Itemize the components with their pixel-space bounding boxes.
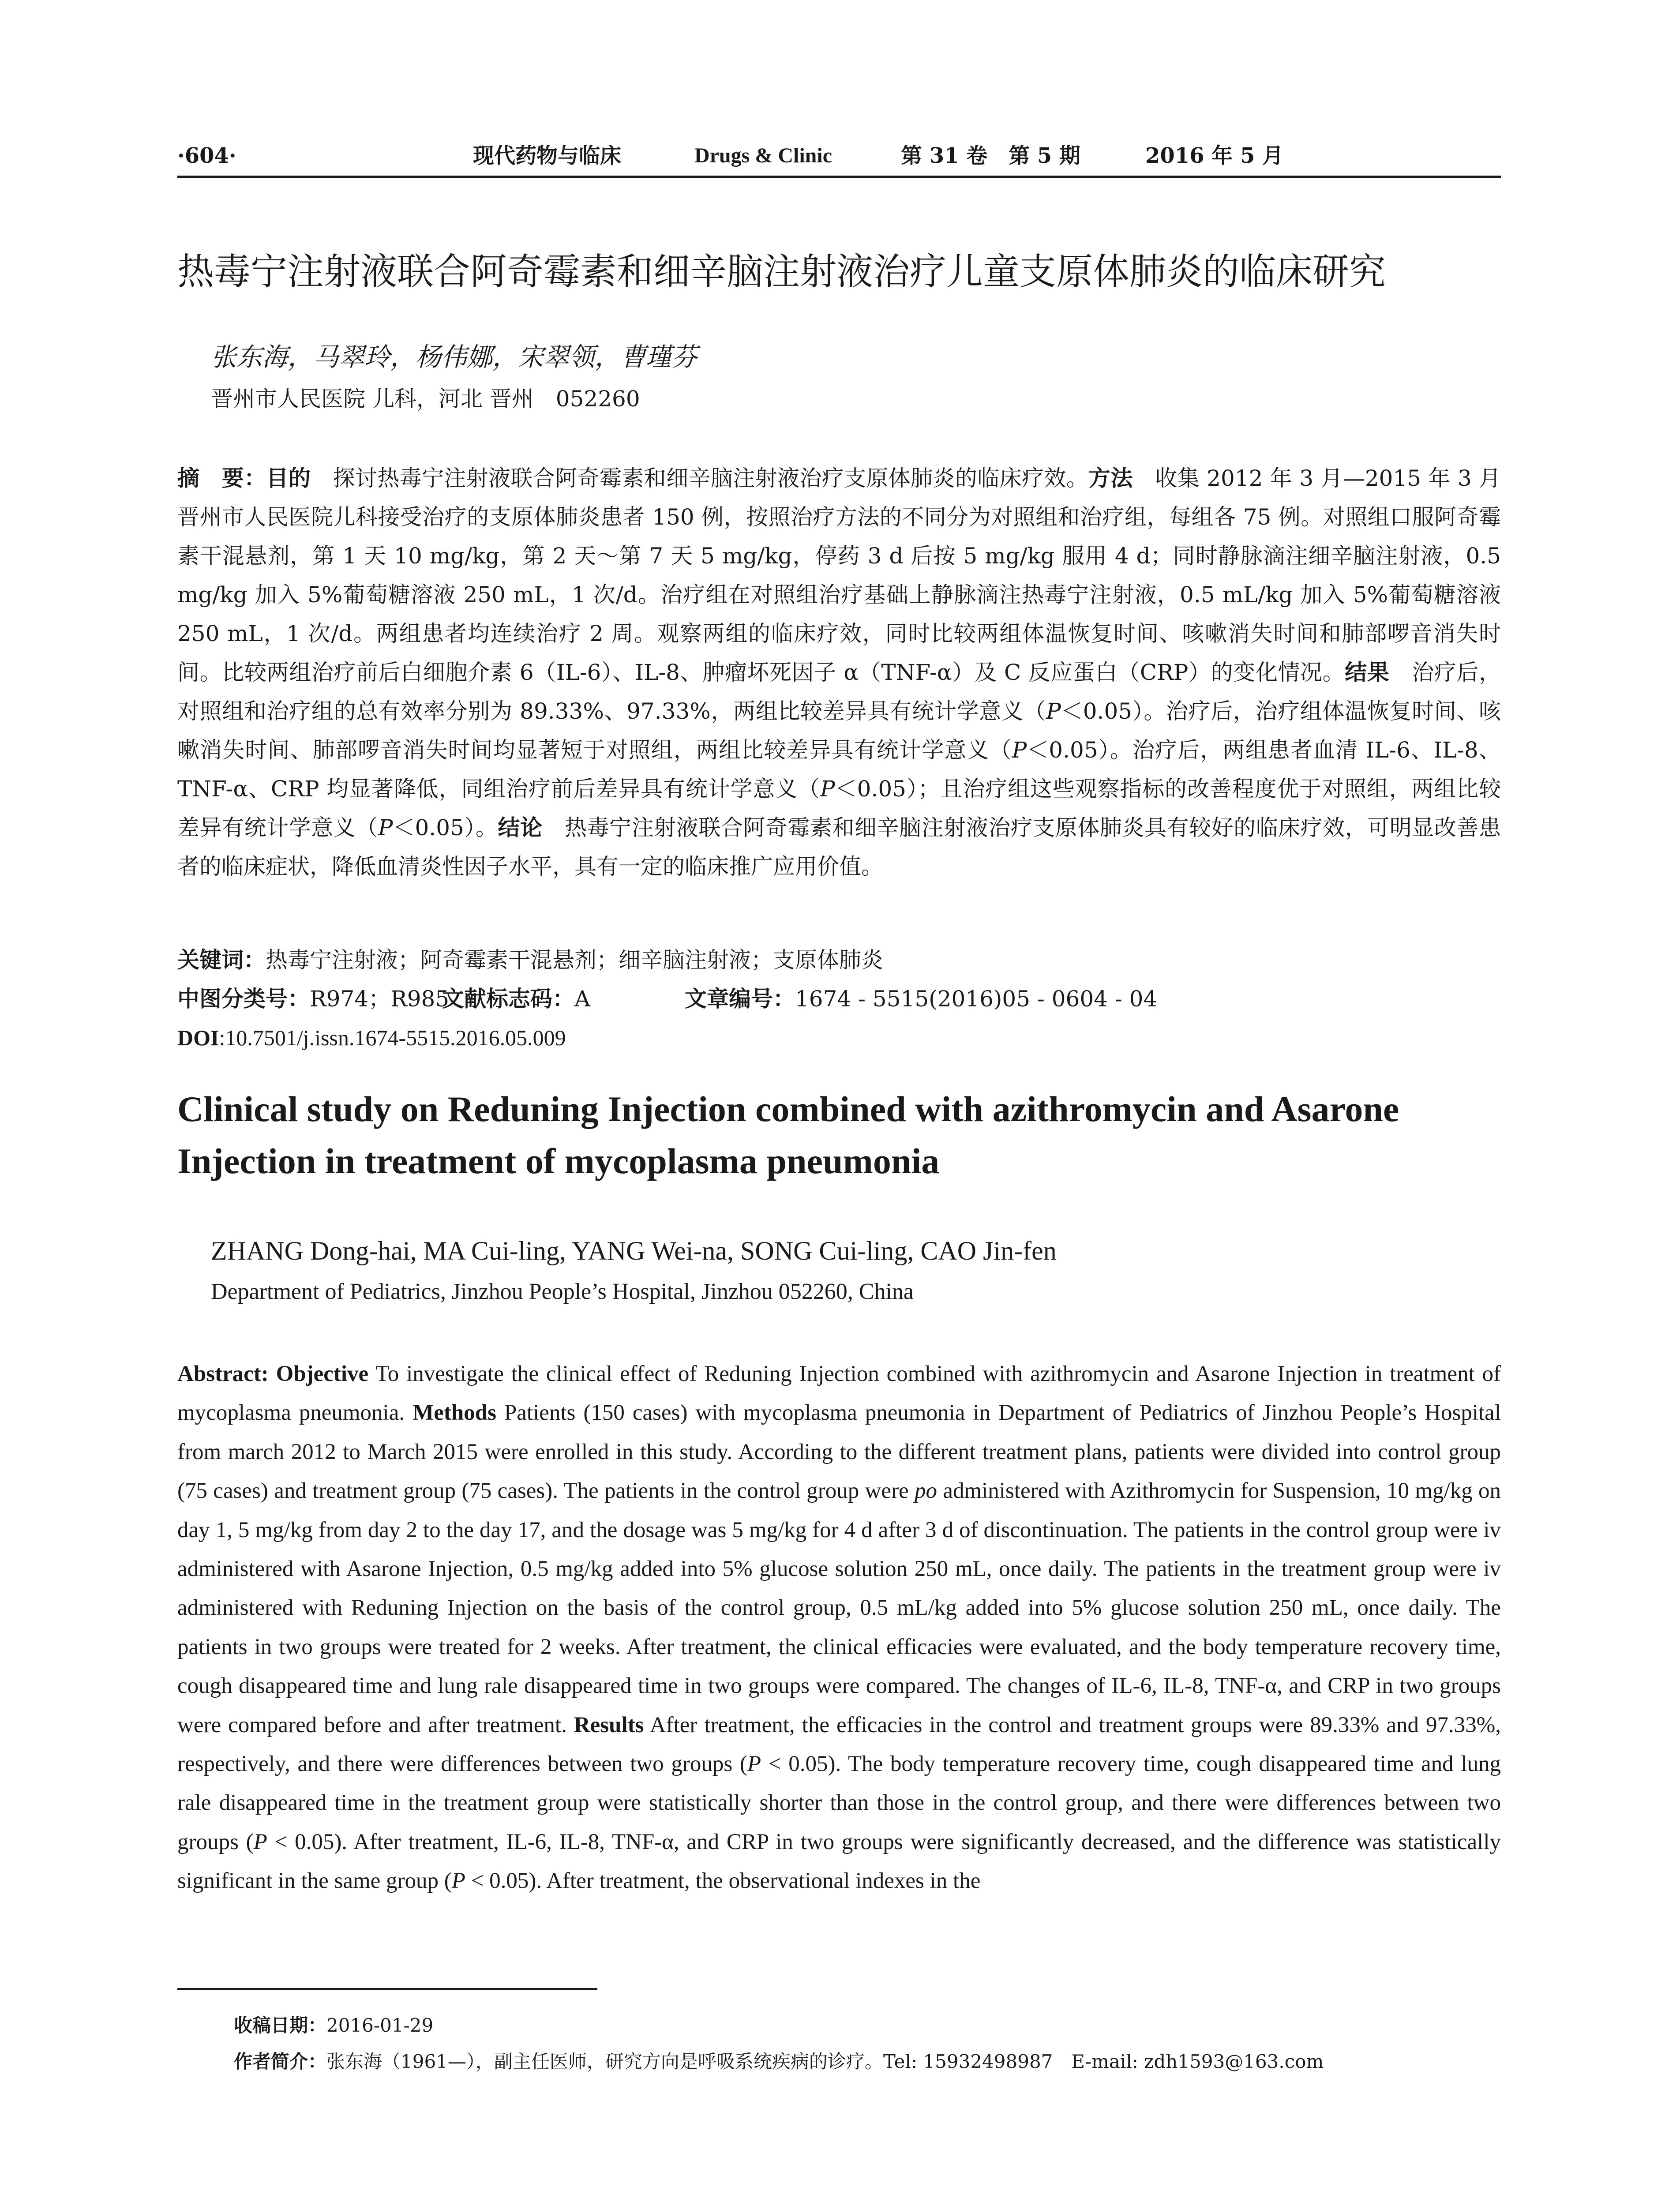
p-symbol: P bbox=[451, 1868, 465, 1894]
p-symbol: P bbox=[253, 1829, 267, 1854]
doc-code-label: 文献标志码： bbox=[442, 986, 574, 1012]
cn-results-text: ＜0.05）。 bbox=[393, 815, 498, 840]
footnote-received bbox=[234, 2010, 433, 2041]
author-info-label: 作者简介： bbox=[234, 2051, 327, 2072]
doi-label: DOI bbox=[177, 1025, 219, 1050]
cn-methods-label: 方法 bbox=[1088, 465, 1133, 491]
volume-issue: 第 31 卷 第 5 期 bbox=[901, 143, 1081, 168]
cn-affiliation: 晋州市人民医院 儿科，河北 晋州 052260 bbox=[211, 386, 640, 412]
cn-keywords bbox=[177, 941, 1501, 979]
cn-results-text: ＜0.05）。治疗后，治疗组体温恢复时间、咳嗽消失时间、肺部啰音消失时间均显著短于对照组，两组比较差异具有统计学意义（ bbox=[177, 698, 1501, 763]
doc-code: A bbox=[574, 986, 591, 1012]
clc-label: 中图分类号： bbox=[177, 986, 310, 1012]
p-symbol: P bbox=[378, 815, 393, 840]
cn-authors: 张东海，马翠玲，杨伟娜，宋翠领，曹瑾芬 bbox=[211, 342, 698, 372]
en-title: Clinical study on Reduning Injection combined with azithromycin and Asarone Injection in treatment of mycoplasma pneumonia bbox=[177, 1089, 1399, 1181]
cn-objective-text: 探讨热毒宁注射液联合阿奇霉素和细辛脑注射液治疗支原体肺炎的临床疗效。 bbox=[311, 465, 1089, 491]
en-results-text: After treatment, the efficacies in the control and treatment groups were 89.33% and 97.33%, respectively, and there were differences between two groups ( bbox=[177, 1712, 1501, 1777]
en-methods-text: Patients (150 cases) with mycoplasma pneumonia in Department of Pediatrics of Jinzhou People’s Hospital from march 2012 to March 2015 were enrolled in this study. According to the different treatment plans, patients were divided into control group (75 cases) and treatment group (75 cases). The patients in the control group were bbox=[177, 1400, 1501, 1504]
received-label: 收稿日期： bbox=[234, 2015, 327, 2036]
cn-methods-text: 收集 2012 年 3 月—2015 年 3 月晋州市人民医院儿科接受治疗的支原体肺炎患者 150 例，按照治疗方法的不同分为对照组和治疗组，每组各 75 例。对照组口服阿奇霉素干混悬剂，第 1 天 10 mg/kg，第 2 天～第 7 天 5 mg/kg，停药 3 d 后按 5 mg/kg 服用 4 d；同时静脉滴注细辛脑注射液，0.5 mg/kg 加入 5%葡萄糖溶液 250 mL，1 次/d。治疗组在对照组治疗基础上静脉滴注热毒宁注射液，0.5 mL/kg 加入 5%葡萄糖溶液 250 mL，1 次/d。两组患者均连续治疗 2 周。观察两组的临床疗效，同时比较两组体温恢复时间、咳嗽消失时间和肺部啰音消失时间。比较两组治疗前后白细胞介素 6（IL-6）、IL-8、肿瘤坏死因子 α（TNF-α）及 C 反应蛋白（CRP）的变化情况。 bbox=[177, 465, 1501, 685]
cn-results-label: 结果 bbox=[1345, 660, 1390, 685]
en-affiliation: Department of Pediatrics, Jinzhou People’s Hospital, Jinzhou 052260, China bbox=[211, 1279, 914, 1304]
keywords: 热毒宁注射液；阿奇霉素干混悬剂；细辛脑注射液；支原体肺炎 bbox=[266, 947, 883, 973]
article-no: 1674 - 5515(2016)05 - 0604 - 04 bbox=[795, 986, 1158, 1012]
en-results-text: < 0.05). After treatment, the observational indexes in the bbox=[465, 1868, 981, 1894]
p-symbol: P bbox=[1046, 698, 1061, 724]
cn-results-text: ＜0.05）。治疗后，两组患者血清 IL-6、IL-8、TNF-α、CRP 均显著降低，同组治疗前后差异具有统计学意义（ bbox=[177, 737, 1501, 802]
en-methods-text: administered with Azithromycin for Suspension, 10 mg/kg on day 1, 5 mg/kg from day 2 to the day 17, and the dosage was 5 mg/kg for 4 d after 3 d of discontinuation. The patients in the control group were iv administered with Asarone Injection, 0.5 mg/kg added into 5% glucose solution 250 mL, once daily. The patients in the treatment group were iv administered with Reduning Injection on the basis of the control group, 0.5 mL/kg added into 5% glucose solution 250 mL, once daily. The patients in two groups were treated for 2 weeks. After treatment, the clinical efficacies were evaluated, and the body temperature recovery time, cough disappeared time and lung rale disappeared time in two groups were compared. The changes of IL-6, IL-8, TNF-α, and CRP in two groups were compared before and after treatment. bbox=[177, 1478, 1501, 1737]
issue-date: 2016 年 5 月 bbox=[1145, 143, 1284, 168]
cn-abstract-label: 摘 要： bbox=[177, 465, 266, 491]
cn-classification bbox=[177, 979, 1501, 1018]
cn-conclusion-label: 结论 bbox=[498, 815, 543, 840]
cn-results-text: 治疗后，对照组和治疗组的总有效率分别为 89.33%、97.33%，两组比较差异具有统计学意义（ bbox=[177, 660, 1501, 724]
en-methods-label: Methods bbox=[412, 1400, 496, 1426]
cn-results-text: ＜0.05）；且治疗组这些观察指标的改善程度优于对照组，两组比较差异有统计学意义（ bbox=[177, 776, 1501, 840]
en-results-text: < 0.05). The body temperature recovery time, cough disappeared time and lung rale disappeared time in the treatment group were statistically shorter than those in the control group, and there were differences between two groups ( bbox=[177, 1752, 1501, 1854]
p-symbol: P bbox=[820, 776, 835, 802]
en-abstract bbox=[177, 1354, 1501, 1901]
article-no-label: 文章编号： bbox=[685, 986, 795, 1012]
en-results-label: Results bbox=[574, 1712, 644, 1737]
cn-conclusion-text: 热毒宁注射液联合阿奇霉素和细辛脑注射液治疗支原体肺炎具有较好的临床疗效，可明显改善患者的临床症状，降低血清炎性因子水平，具有一定的临床推广应用价值。 bbox=[177, 815, 1501, 879]
doi-line bbox=[177, 1018, 1501, 1057]
cn-objective-label: 目的 bbox=[266, 465, 311, 491]
en-authors: ZHANG Dong-hai, MA Cui-ling, YANG Wei-na, SONG Cui-ling, CAO Jin-fen bbox=[211, 1236, 1057, 1265]
journal-name-cn: 现代药物与临床 bbox=[473, 143, 622, 168]
running-header bbox=[177, 140, 1501, 171]
keywords-label: 关键词： bbox=[177, 947, 266, 973]
received-date: 2016-01-29 bbox=[326, 2015, 434, 2036]
doi: :10.7501/j.issn.1674-5515.2016.05.009 bbox=[219, 1025, 566, 1050]
cn-abstract bbox=[177, 459, 1501, 886]
p-symbol: P bbox=[1012, 737, 1027, 763]
author-info: 张东海（1961—），副主任医师，研究方向是呼吸系统疾病的诊疗。Tel: 15932498987 E-mail: zdh1593@163.com bbox=[326, 2051, 1324, 2072]
en-results-text: < 0.05). After treatment, IL-6, IL-8, TNF-α, and CRP in two groups were significantly decreased, and the difference was statistically significant in the same group ( bbox=[177, 1829, 1501, 1894]
en-abstract-label: Abstract: Objective bbox=[177, 1362, 369, 1386]
page-number: ·604· bbox=[177, 143, 236, 168]
header-rule bbox=[177, 176, 1501, 178]
footnote-rule bbox=[177, 1988, 597, 1990]
en-objective-text: To investigate the clinical effect of Reduning Injection combined with azithromycin and Asarone Injection in treatment of mycoplasma pneumonia. bbox=[177, 1362, 1501, 1426]
journal-name-en: Drugs & Clinic bbox=[694, 144, 832, 167]
p-symbol: P bbox=[747, 1752, 761, 1777]
clc-code: R974；R985 bbox=[310, 986, 450, 1012]
cn-title: 热毒宁注射液联合阿奇霉素和细辛脑注射液治疗儿童支原体肺炎的临床研究 bbox=[177, 250, 1386, 293]
footnote-author bbox=[234, 2046, 1324, 2077]
po-abbrev: po bbox=[915, 1478, 938, 1504]
